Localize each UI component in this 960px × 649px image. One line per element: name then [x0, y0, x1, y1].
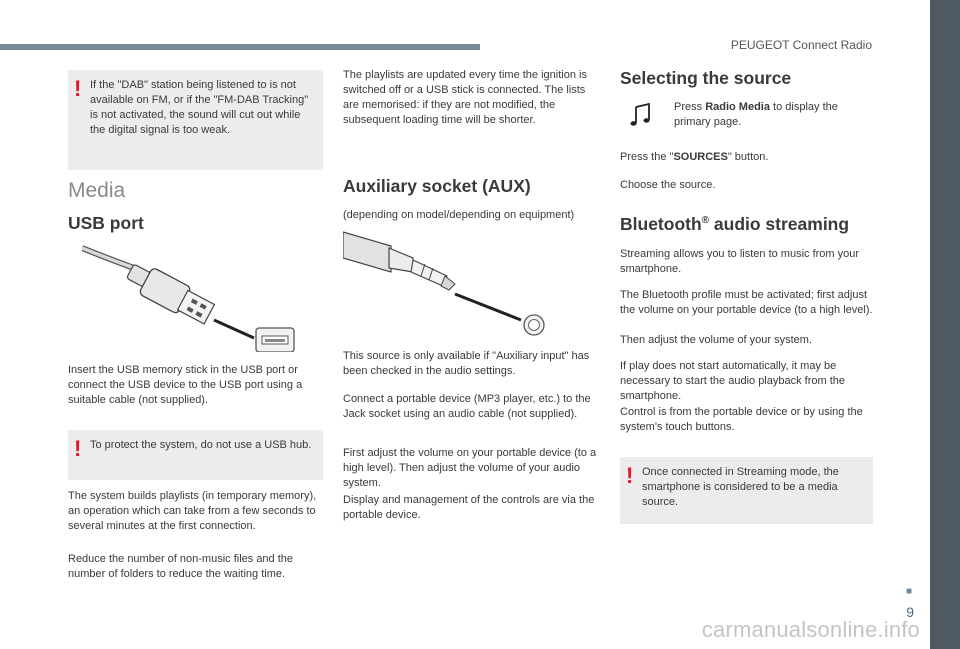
warning-icon: ! — [626, 463, 634, 488]
aux-text-3: First adjust the volume on your portable device (to a high level). Then adjust the volume of your audio system. — [343, 447, 597, 489]
playlists-update-text: The playlists are updated every time the ignition is switched off or a USB stick is connected. The lists are memorised: if they are not modified, the subsequent loading time will be shorter. — [343, 69, 587, 126]
playlists-reduce-text: Reduce the number of non-music files and the number of folders to reduce the waiting time. — [68, 553, 294, 580]
aux-availability-note: (depending on model/depending on equipment) — [343, 209, 575, 221]
note-text: Once connected in Streaming mode, the smartphone is considered to be a media source. — [642, 466, 839, 508]
warning-note-hub — [68, 430, 323, 480]
bt-text-2b: Then adjust the volume of your system. — [620, 334, 812, 346]
heading-usb-port: USB port — [68, 213, 144, 233]
choose-source-text: Choose the source. — [620, 179, 716, 191]
heading-bluetooth-streaming: Bluetooth® audio streaming — [620, 214, 850, 234]
continued-marker: ■ — [905, 586, 912, 597]
note-text: To protect the system, do not use a USB hub. — [90, 439, 312, 451]
usb-port-illustration — [82, 240, 312, 352]
press-sources-text: Press the "SOURCES" button. — [620, 151, 769, 163]
page-number: 9 — [906, 604, 914, 620]
heading-aux: Auxiliary socket (AUX) — [343, 176, 531, 196]
section-heading-media: Media — [68, 179, 126, 202]
header-title: PEUGEOT Connect Radio — [730, 38, 872, 52]
warning-note-dab — [68, 70, 323, 170]
watermark: carmanualsonline.info — [701, 617, 920, 642]
jack-plug-illustration — [343, 228, 553, 336]
page-edge-tab — [930, 0, 960, 649]
aux-text-2: Connect a portable device (MP3 player, etc.) to the Jack socket using an audio cable (not supplied). — [343, 393, 591, 420]
bt-text-3b: Control is from the portable device or by using the system's touch buttons. — [620, 406, 863, 433]
header-bar — [0, 44, 480, 50]
music-note-icon — [630, 103, 652, 127]
bt-text-3a: If play does not start automatically, it may be necessary to start the audio playback from the smartphone. — [620, 360, 846, 402]
aux-text-1: This source is only available if "Auxiliary input" has been checked in the audio settings. — [343, 350, 590, 377]
aux-text-4: Display and management of the controls are via the portable device. — [343, 494, 595, 521]
playlists-text: The system builds playlists (in temporary memory), an operation which can take from a few seconds to several minutes at the first connection. — [68, 490, 317, 532]
note-text: If the "DAB" station being listened to is not available on FM, or if the "FM-DAB Tracking" is not activated, the sound will cut out while the digital signal is too weak. — [90, 79, 309, 136]
heading-selecting-source: Selecting the source — [620, 68, 792, 88]
usb-instructions: Insert the USB memory stick in the USB port or connect the USB device to the USB port using a suitable cable (not supplied). — [68, 364, 303, 406]
warning-icon: ! — [74, 436, 82, 461]
bt-text-2a: The Bluetooth profile must be activated; first adjust the volume on your portable device (to a high level). — [620, 289, 873, 316]
radio-media-label: Radio Media — [705, 101, 770, 113]
warning-note-streaming — [620, 457, 873, 524]
bt-text-1: Streaming allows you to listen to music from your smartphone. — [620, 248, 860, 275]
warning-icon: ! — [74, 76, 82, 101]
sources-label: SOURCES — [673, 151, 728, 163]
press-radio-media-text: Press Radio Media to display the primary page. — [674, 101, 838, 128]
